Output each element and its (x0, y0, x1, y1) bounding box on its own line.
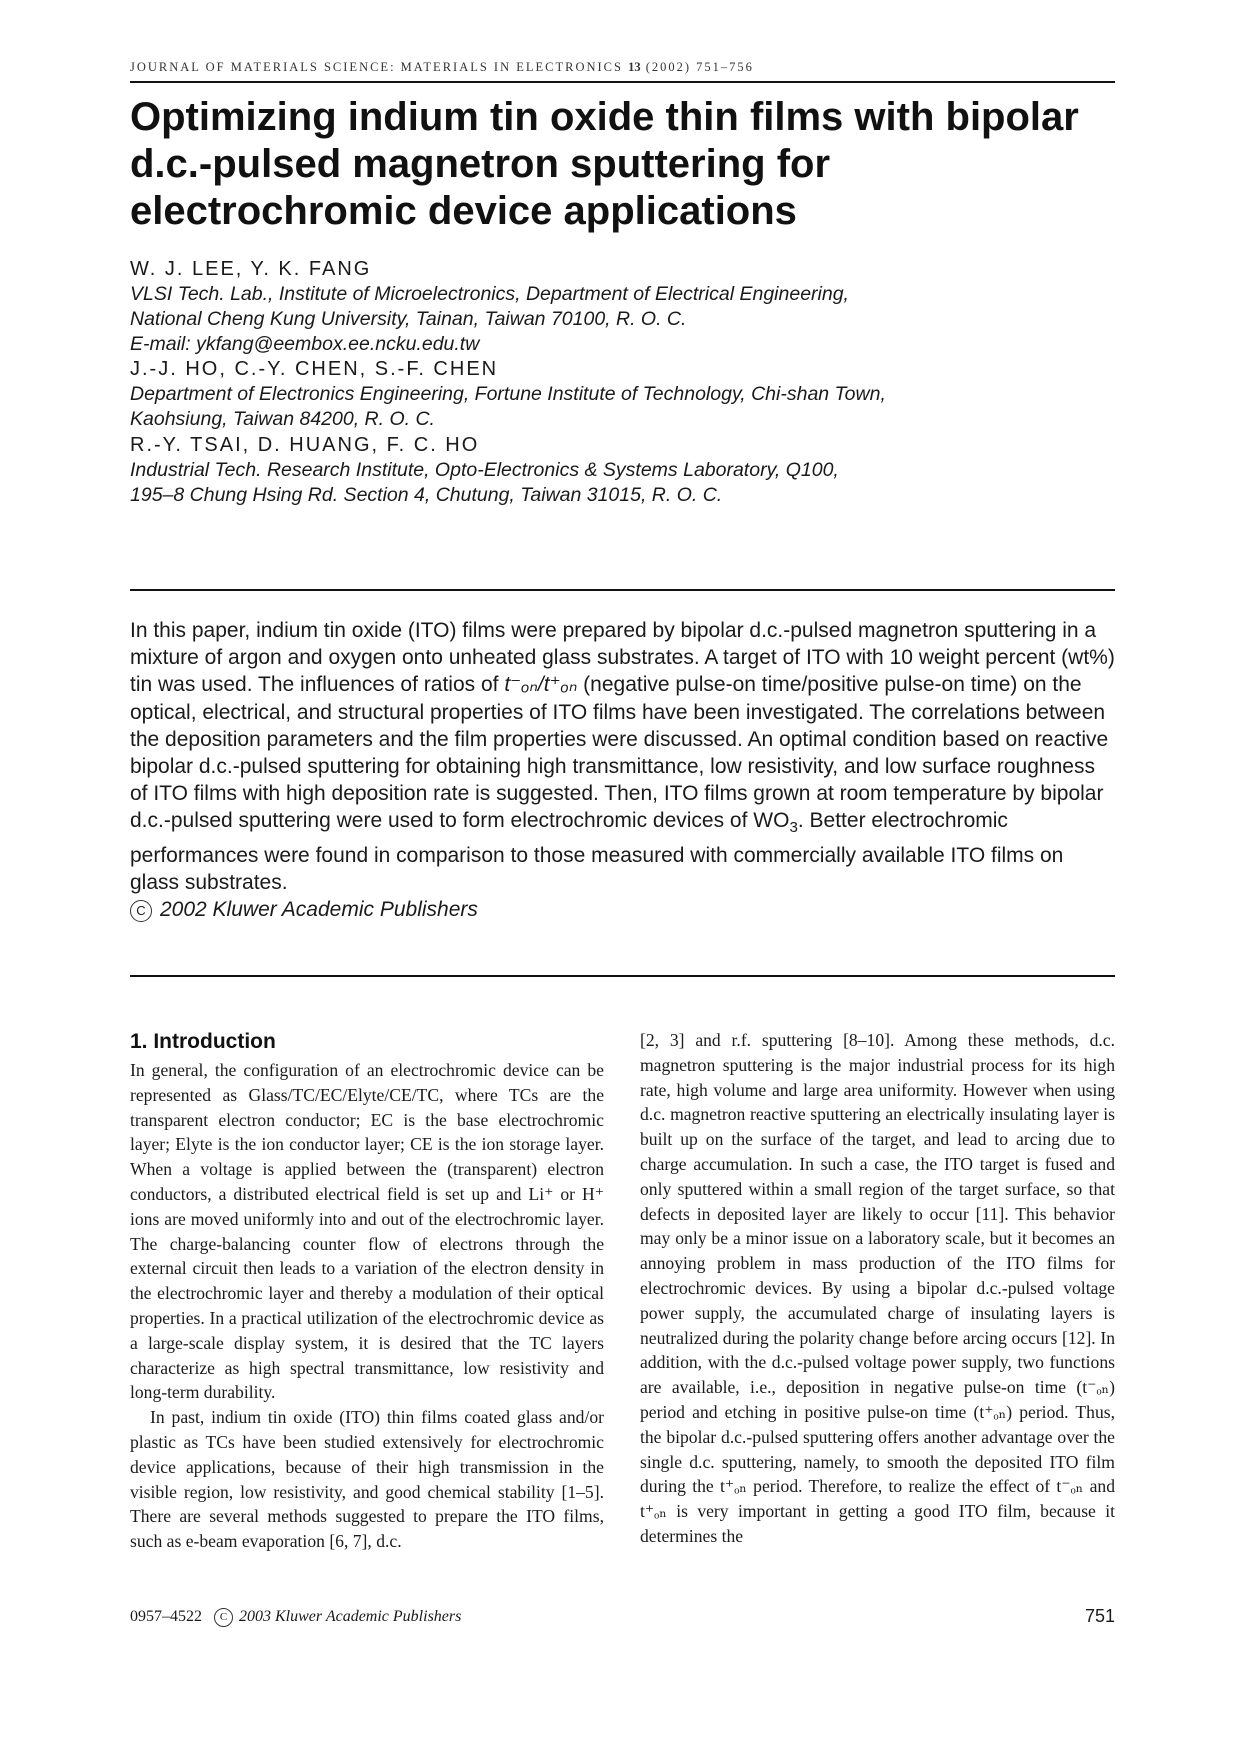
copyright-icon: C (130, 900, 152, 922)
issn: 0957–4522 (130, 1608, 202, 1625)
author-names: R.-Y. TSAI, D. HUANG, F. C. HO (130, 434, 480, 456)
section-heading: 1. Introduction (130, 1030, 276, 1053)
column-left (130, 1028, 604, 1554)
footer-publisher: 2003 Kluwer Academic Publishers (239, 1608, 462, 1625)
column-right (640, 1028, 1115, 1549)
affiliation-line: 195–8 Chung Hsing Rd. Section 4, Chutung, Taiwan 31015, R. O. C. (130, 484, 723, 506)
paragraph: In general, the configuration of an electrochromic device can be represented as Glass/TC/EC/Elyte/CE/TC, where TCs are the transparent electron conductor; EC is the base electrochromic layer; Elyte is the ion conductor layer; CE is the ion storage layer. When a voltage is applied between the (transparent) electron conductors, a distributed electrical field is set up and Li⁺ or H⁺ ions are moved uniformly into and out of the electrochromic layer. The charge-balancing counter flow of electrons through the external circuit then leads to a variation of the electron density in the electrochromic layer and thereby a modulation of their optical properties. In a practical utilization of the electrochromic device as a large-scale display system, it is desired that the TC layers characterize as high spectral transmittance, low resistivity and long-term durability. (130, 1060, 604, 1403)
author-email[interactable]: E-mail: ykfang@eembox.ee.ncku.edu.tw (130, 333, 480, 355)
author-names: J.-J. HO, C.-Y. CHEN, S.-F. CHEN (130, 358, 499, 380)
footer-issn-line (130, 1608, 461, 1627)
abstract-body (130, 617, 1115, 896)
journal-name: JOURNAL OF MATERIALS SCIENCE: MATERIALS IN ELECTRONICS (130, 60, 623, 74)
abstract (130, 617, 1115, 923)
affiliation-line: VLSI Tech. Lab., Institute of Microelectronics, Department of Electrical Engineering, (130, 283, 849, 305)
affiliation-line: Kaohsiung, Taiwan 84200, R. O. C. (130, 408, 435, 430)
page-number: 751 (1084, 1606, 1115, 1626)
abstract-copyright (130, 896, 1115, 923)
paragraph: In past, indium tin oxide (ITO) thin films coated glass and/or plastic as TCs have been studied extensively for electrochromic device applications, because of their high transmission in the visible region, low resistivity, and good chemical stability [1–5]. There are several methods suggested to prepare the ITO films, such as e-beam evaporation [6, 7], d.c. (130, 1407, 604, 1552)
running-head (130, 60, 1115, 75)
paragraph: [2, 3] and r.f. sputtering [8–10]. Among these methods, d.c. magnetron sputtering is the major industrial process for its high rate, high volume and large area uniformity. However when using d.c. magnetron reactive sputtering an electrically insulating layer is built up on the surface of the target, and lead to arcing due to charge accumulation. In such a case, the ITO target is fused and only sputtered within a small region of the target surface, so that defects in deposited layer are likely to occur [11]. This behavior may only be a minor issue on a laboratory scale, but it becomes an annoying problem in mass production of the ITO films for electrochromic devices. By using a bipolar d.c.-pulsed voltage power supply, the accumulated charge of insulating layers is neutralized during the polarity change before arcing occurs [12]. In addition, with the d.c.-pulsed voltage power supply, two functions are available, i.e., deposition in negative pulse-on time (t⁻ₒₙ) period and etching in positive pulse-on time (t⁺ₒₙ) period. Thus, the bipolar d.c.-pulsed sputtering offers another advantage over the single d.c. sputtering, namely, to smooth the deposited ITO film during the t⁺ₒₙ period. Therefore, to realize the effect of t⁻ₒₙ and t⁺ₒₙ is very important in getting a good ITO film, because it determines the (640, 1030, 1115, 1546)
journal-volume: 13 (628, 60, 641, 74)
pulse-ratio: t⁻ₒₙ/t⁺ₒₙ (504, 673, 578, 697)
abstract-text: (negative pulse-on time/positive pulse-on time) on the optical, electrical, and structural properties of ITO films have been investigated. The correlations between the deposition parameters and the film properties were discussed. An optimal condition based on reactive bipolar d.c.-pulsed sputtering for obtaining high transmittance, low resistivity, and low surface roughness of ITO films with high deposition rate is suggested. Then, ITO films grown at room temperature by bipolar d.c.-pulsed sputtering were used to form electrochromic devices of WO (130, 673, 1109, 833)
subscript: 3 (789, 819, 798, 837)
author-group-3 (130, 432, 1115, 508)
affiliation-line: National Cheng Kung University, Tainan, Taiwan 70100, R. O. C. (130, 308, 687, 330)
abstract-text: . Better electrochromic performances were found in comparison to those measured with commercially available ITO films on glass substrates. (130, 809, 1064, 895)
author-group-1 (130, 256, 1115, 357)
header-rule (130, 81, 1115, 83)
affiliation-line: Department of Electronics Engineering, Fortune Institute of Technology, Chi-shan Town, (130, 383, 886, 405)
abstract-top-rule (130, 589, 1115, 591)
paper-title: Optimizing indium tin oxide thin films with bipolar d.c.-pulsed magnetron sputtering for electrochromic device applications (130, 95, 1079, 233)
abstract-copyright-text: 2002 Kluwer Academic Publishers (160, 898, 478, 922)
abstract-text: In this paper, indium tin oxide (ITO) films were prepared by bipolar d.c.-pulsed magnetron sputtering in a mixture of argon and oxygen onto unheated glass substrates. A target of ITO with 10 weight percent (wt%) tin was used. The influences of ratios of (130, 619, 1115, 697)
copyright-icon: C (214, 1608, 233, 1627)
journal-year-pages: (2002) 751–756 (645, 60, 754, 74)
abstract-bottom-rule (130, 975, 1115, 977)
author-group-2 (130, 356, 1115, 432)
author-names: W. J. LEE, Y. K. FANG (130, 258, 372, 280)
affiliation-line: Industrial Tech. Research Institute, Opto-Electronics & Systems Laboratory, Q100, (130, 459, 839, 481)
